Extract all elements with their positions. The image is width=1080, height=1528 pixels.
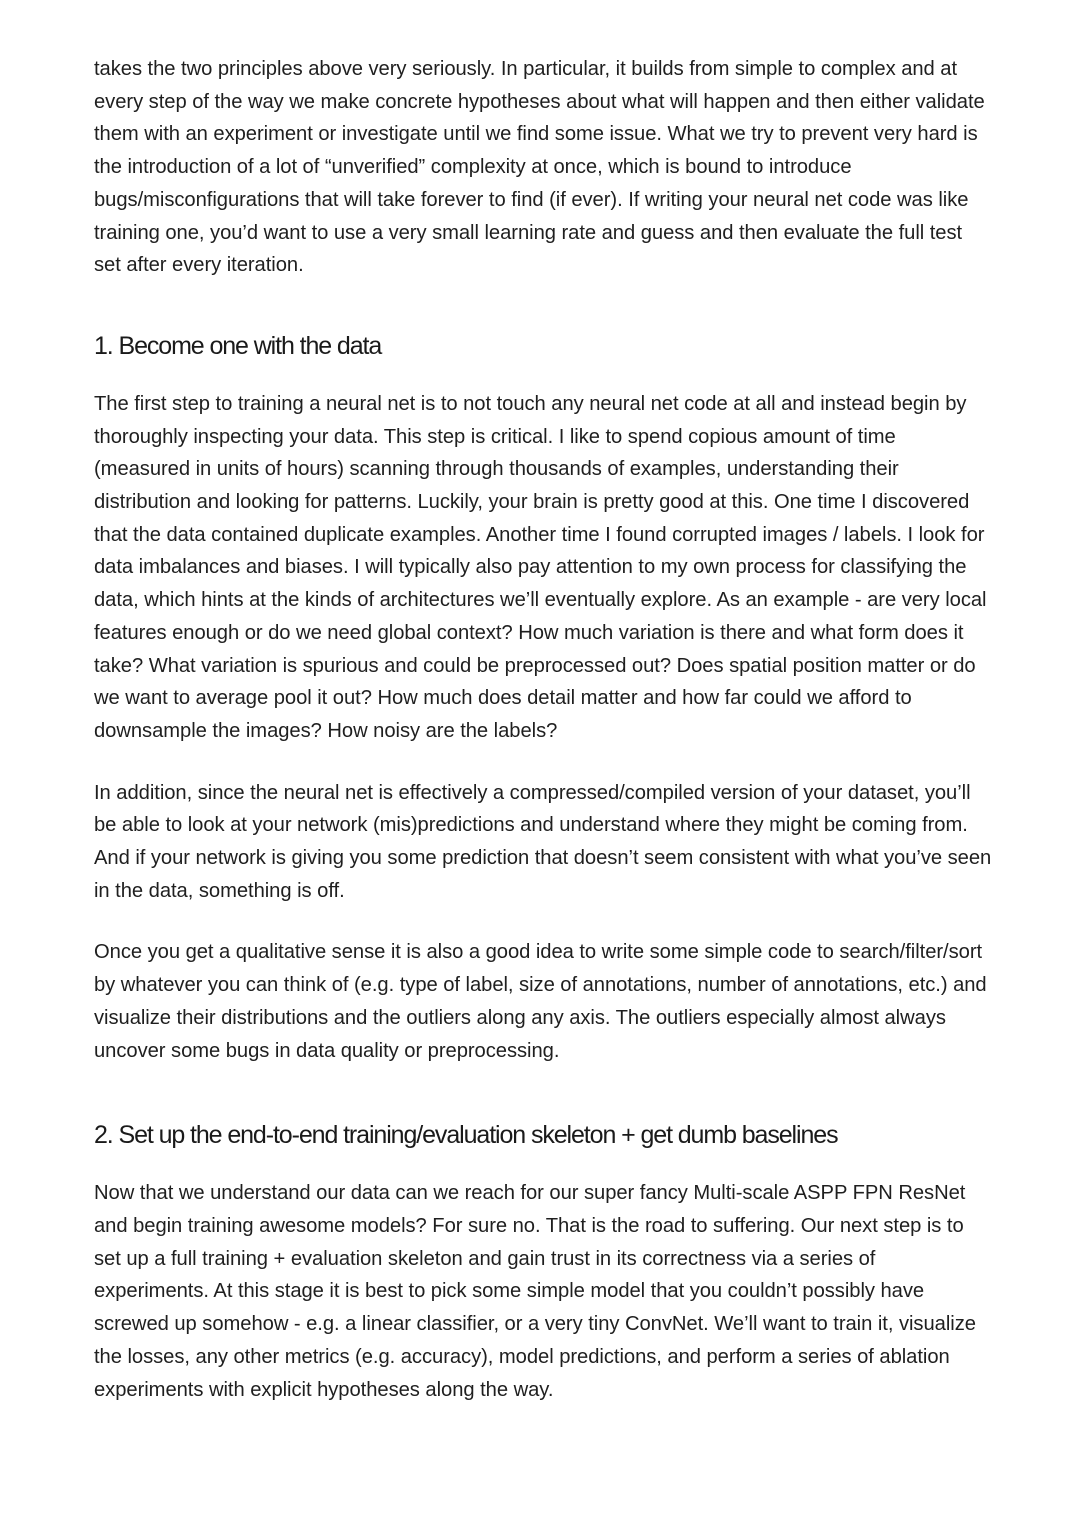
section-heading-2: 2. Set up the end-to-end training/evaluation skeleton + get dumb baselines [94,1121,838,1150]
section-become-one-with-data [94,328,994,1067]
section-1-paragraph-2: In addition, since the neural net is effectively a compressed/compiled version of your dataset, you’ll be able to look at your network (mis)predictions and understand where they might be coming from. And if your network is giving you some prediction that doesn’t seem consistent with what you’ve seen in the data, something is off. [94,781,992,902]
section-training-skeleton [94,1117,994,1406]
section-2-paragraph-1: Now that we understand our data can we reach for our super fancy Multi-scale ASPP FPN ResNet and begin training awesome models? For sure no. That is the road to suffering. Our next step is to set up a full training + evaluation skeleton and gain trust in its correctness via a series of experiments. At this stage it is best to pick some simple model that you couldn’t possibly have screwed up somehow - e.g. a linear classifier, or a very tiny ConvNet. We’ll want to train it, visualize the losses, any other metrics (e.g. accuracy), model predictions, and perform a series of ablation experiments with explicit hypotheses along the way. [94,1182,976,1401]
section-1-paragraph-1: The first step to training a neural net is to not touch any neural net code at all and instead begin by thoroughly inspecting your data. This step is critical. I like to spend copious amount of time (measured in units of hours) scanning through thousands of examples, understanding their distribution and looking for patterns. Luckily, your brain is pretty good at this. One time I discovered that the data contained duplicate examples. Another time I found corrupted images / labels. I look for data imbalances and biases. I will typically also pay attention to my own process for classifying the data, which hints at the kinds of architectures we’ll eventually explore. As an example - are very local features enough or do we need global context? How much variation is there and what form does it take? What variation is spurious and could be preprocessed out? Does spatial position matter or do we want to average pool it out? How much does detail matter and how far could we afford to downsample the images? How noisy are the labels? [94,392,987,742]
section-1-paragraph-3: Once you get a qualitative sense it is also a good idea to write some simple code to search/filter/sort by whatever you can think of (e.g. type of label, size of annotations, number of annotations, etc.) and visualize their distributions and the outliers along any axis. The outliers especially almost always uncover some bugs in data quality or preprocessing. [94,941,987,1062]
section-heading-1: 1. Become one with the data [94,331,382,360]
document-page [94,53,994,1406]
intro-paragraph: takes the two principles above very seriously. In particular, it builds from simple to complex and at every step of the way we make concrete hypotheses about what will happen and then either validate them with an experiment or investigate until we find some issue. What we try to prevent very hard is the introduction of a lot of “unverified” complexity at once, which is bound to introduce bugs/misconfigurations that will take forever to find (if ever). If writing your neural net code was like training one, you’d want to use a very small learning rate and guess and then evaluate the full test set after every iteration. [94,58,985,277]
